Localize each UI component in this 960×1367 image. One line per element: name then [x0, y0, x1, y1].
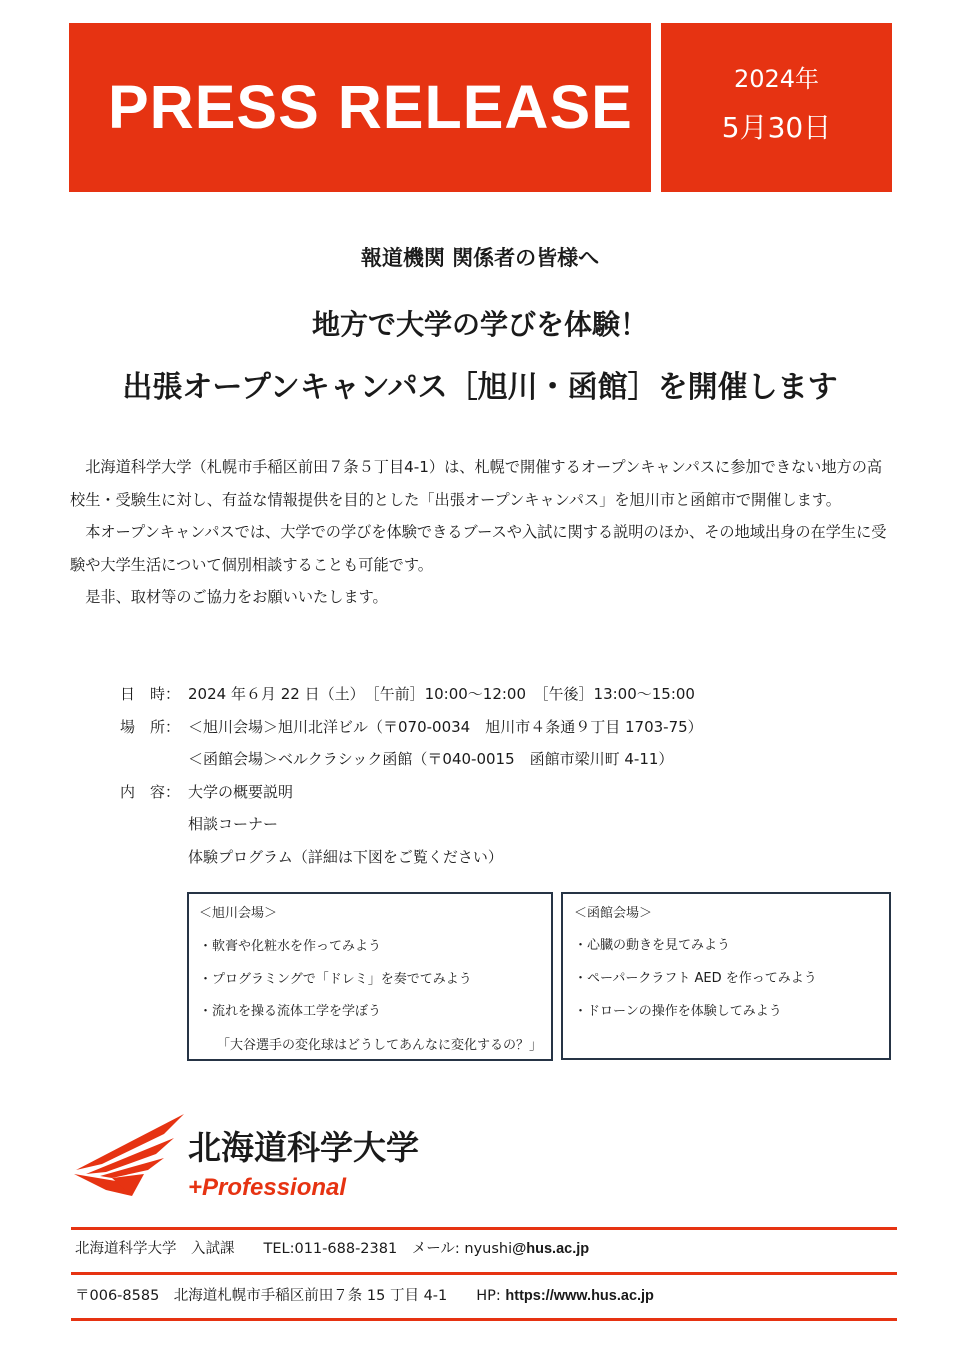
email-domain[interactable]: @hus.ac.jp — [512, 1241, 590, 1257]
addressee: 報道機関 関係者の皆様へ — [360, 246, 600, 270]
headline-main: 地方で大学の学びを体験！ — [311, 308, 648, 341]
release-date: 5月30日 — [721, 111, 832, 144]
hakodate-box-title: ＜函館会場＞ — [574, 906, 653, 921]
press-release-title: PRESS RELEASE — [108, 73, 633, 141]
footer-divider — [71, 1272, 897, 1275]
content-item-consultation: 相談コーナー — [188, 815, 279, 833]
headline-sub: 出張オープンキャンパス［旭川・函館］を開催します — [122, 370, 838, 405]
university-name-logo: 北海道科学大学 — [188, 1128, 419, 1167]
content-label: 内 容： — [120, 783, 181, 801]
content-item-program: 体験プログラム（詳細は下図をご覧ください） — [188, 848, 503, 866]
list-item: ・軟膏や化粧水を作ってみよう — [199, 939, 382, 954]
date-banner — [661, 23, 892, 192]
list-item: ・ドローンの操作を体験してみよう — [574, 1004, 782, 1019]
asahikawa-program-note: 「大谷選手の変化球はどうしてあんなに変化するの？」 — [217, 1038, 543, 1053]
wing-logo-icon — [72, 1112, 190, 1198]
contact-line — [75, 1237, 589, 1261]
place-hakodate: ＜函館会場＞ベルクラシック函館（〒040-0015 函館市梁川町 4-11） — [188, 750, 674, 768]
list-item: ・流れを操る流体工学を学ぼう — [199, 1004, 382, 1019]
content-item-overview: 大学の概要説明 — [188, 783, 294, 801]
body-paragraph-2: 本オープンキャンパスでは、大学での学びを体験できるブースや入試に関する説明のほか、その地域出身の在学生に受験や大学生活について個別相談することも可能です。 — [70, 523, 887, 574]
list-item: ・ペーパークラフト AED を作ってみよう — [574, 971, 817, 986]
release-year: 2024年 — [733, 65, 820, 93]
asahikawa-box-title: ＜旭川会場＞ — [199, 906, 278, 921]
body-paragraph-3: 是非、取材等のご協力をお願いいたします。 — [85, 588, 388, 606]
address-line — [75, 1284, 654, 1308]
body-paragraph-1: 北海道科学大学（札幌市手稲区前田７条５丁目4-1）は、札幌で開催するオープンキャンパスに参加できない地方の高校生・受験生に対し、有益な情報提供を目的とした「出張オープンキャンパス」を旭川市と函館市で開催します。 — [70, 458, 883, 509]
homepage-link[interactable]: https://www.hus.ac.jp — [505, 1288, 654, 1304]
university-tagline: +Professional — [188, 1174, 347, 1201]
contact-text: 北海道科学大学 入試課 TEL:011-688-2381 メール: nyushi — [75, 1241, 513, 1257]
footer-divider — [71, 1227, 897, 1230]
address-text: 〒006-8585 北海道札幌市手稲区前田７条 15 丁目 4-1 HP: — [75, 1288, 506, 1304]
list-item: ・プログラミングで「ドレミ」を奏でてみよう — [199, 972, 472, 987]
place-label: 場 所： — [120, 718, 181, 736]
body-text — [70, 451, 892, 614]
footer-divider — [71, 1318, 897, 1321]
list-item: ・心臓の動きを見てみよう — [574, 938, 731, 953]
place-asahikawa: ＜旭川会場＞旭川北洋ビル（〒070-0034 旭川市４条通９丁目 1703-75） — [188, 718, 703, 736]
date-label: 日 時： — [120, 685, 181, 703]
date-value: 2024 年６月 22 日（土） ［午前］10:00～12:00 ［午後］13:00～15:00 — [188, 685, 695, 703]
